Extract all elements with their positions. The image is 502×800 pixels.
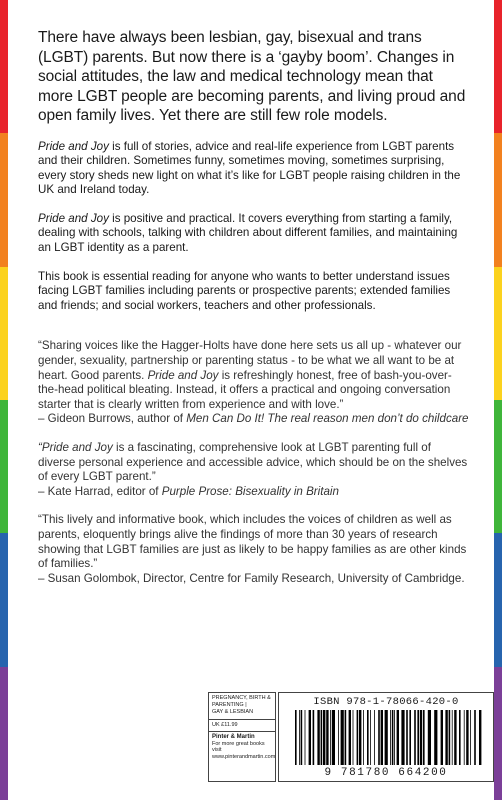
- description-paragraph-2: [38, 212, 470, 256]
- barcode-number: 9 781780 664200: [324, 767, 448, 779]
- book-title: “Pride and Joy: [38, 441, 113, 454]
- attribution-book-title: Purple Prose: Bisexuality in Britain: [161, 484, 339, 498]
- rainbow-band: [494, 267, 502, 401]
- category-price-box: [208, 692, 276, 782]
- category-line: PARENTING |: [212, 701, 247, 708]
- quote-attribution: – Susan Golombok, Director, Centre for Family Research, University of Cambridge.: [38, 571, 465, 585]
- publisher-info: [209, 732, 275, 763]
- publisher-note: For more great books visit: [212, 740, 265, 754]
- quote-text: [38, 441, 470, 485]
- rainbow-band: [0, 267, 8, 401]
- book-title: Pride and Joy: [38, 139, 109, 153]
- description-text: is positive and practical. It covers everything from starting a family, dealing with schools, talking with children about different families, and maintaining an LGBT identity as a parent.: [38, 211, 458, 255]
- rainbow-band: [494, 667, 502, 800]
- quote-text: [38, 339, 470, 412]
- attribution-book-title: Men Can Do It! The real reason men don’t do childcare: [186, 412, 469, 426]
- rainbow-band: [0, 0, 8, 134]
- rainbow-band: [494, 400, 502, 534]
- review-quote-3: [38, 513, 470, 586]
- category-line: PREGNANCY, BIRTH &: [212, 695, 271, 701]
- book-title: Pride and Joy: [38, 211, 109, 225]
- review-quote-1: [38, 339, 470, 427]
- quote-text-part: is refreshingly honest, free of bash-you-over-the-head political bleating. Instead, it offers a practical and ongoing conversation starter that is clearly written from experience and with love.”: [38, 368, 452, 411]
- quote-attribution: [38, 412, 470, 427]
- rainbow-band: [0, 533, 8, 667]
- barcode-box: [278, 692, 494, 782]
- attribution-name: – Kate Harrad, editor of: [38, 484, 162, 498]
- quote-text: “This lively and informative book, which includes the voices of children as well as parents, eloquently brings alive the findings of more than 30 years of research showing that LGBT families are just as likely to be happy families as are other kinds of families.”: [38, 513, 467, 571]
- intro-paragraph: There have always been lesbian, gay, bisexual and trans (LGBT) parents. But now there is a ‘gayby boom’. Changes in social attitudes, the law and medical technology mean that more LGBT people are becoming parents, and living proud and open family lives. Yet there are still few role models.: [38, 29, 466, 124]
- category-line: GAY & LESBIAN: [212, 708, 254, 715]
- quote-text-part: is a fascinating, comprehensive look at LGBT parenting full of diverse personal experience and accessible advice, which should be on the shelves of every LGBT parent.”: [38, 441, 468, 484]
- book-title: Pride and Joy: [147, 368, 219, 382]
- back-cover-text: [38, 28, 470, 600]
- description-text: is full of stories, advice and real-life experience from LGBT parents and their children. Sometimes funny, sometimes moving, sometimes surprising, every story sheds new light on what it’s like for LGBT people raising children in the UK and Ireland today.: [38, 139, 461, 197]
- rainbow-band: [0, 400, 8, 534]
- price-label: UK £11.99: [209, 720, 275, 732]
- rainbow-band: [0, 133, 8, 267]
- publisher-name: Pinter & Martin: [212, 733, 255, 740]
- rainbow-band: [0, 667, 8, 800]
- isbn-label: ISBN 978-1-78066-420-0: [313, 696, 459, 708]
- quote-text-part: “Sharing voices like the Hagger-Holts have done here sets us all up - whatever our gender, sexuality, partnership or parenting status - to be what we all want to be at heart. Good parents.: [38, 339, 462, 382]
- review-quote-2: [38, 441, 470, 499]
- quote-attribution: [38, 485, 470, 500]
- rainbow-band: [494, 133, 502, 267]
- description-paragraph-1: [38, 140, 470, 198]
- publisher-url: www.pinterandmartin.com: [212, 754, 276, 761]
- category-label: [209, 693, 275, 720]
- description-paragraph-3: This book is essential reading for anyone who wants to better understand issues facing LGBT families including parents or prospective parents; extended families and friends; and social workers, teachers and other professionals.: [38, 269, 451, 312]
- rainbow-band: [494, 0, 502, 134]
- attribution-name: – Gideon Burrows, author of: [38, 412, 187, 426]
- barcode-icon: [295, 710, 483, 765]
- rainbow-band: [494, 533, 502, 667]
